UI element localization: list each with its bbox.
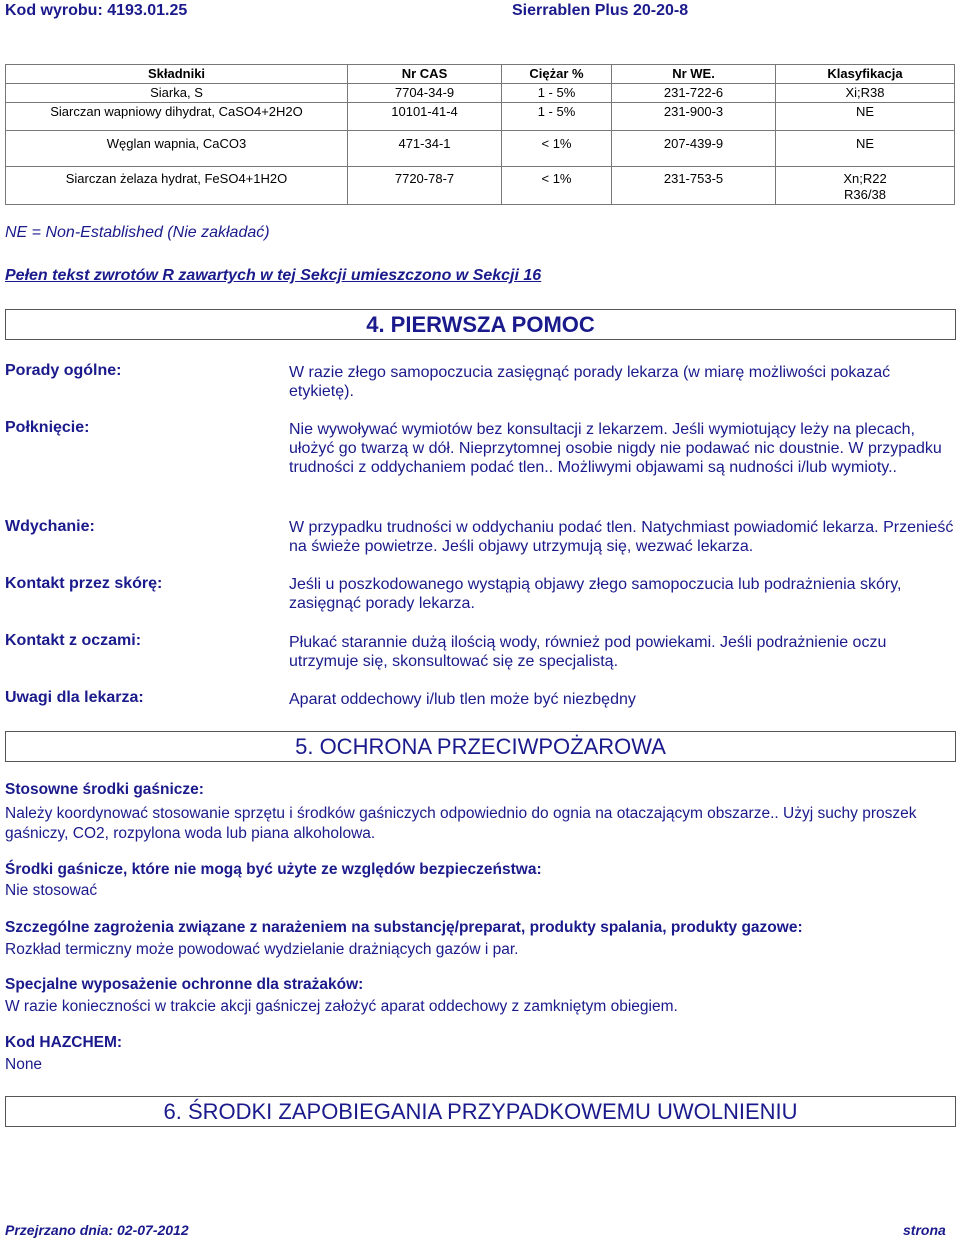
text-protective-equipment: W razie konieczności w trakcie akcji gaśniczej założyć aparat oddechowy z zamkniętym obiegiem.: [5, 998, 678, 1015]
table-cell: NE: [776, 131, 955, 167]
table-cell: NE: [776, 103, 955, 131]
ne-note: NE = Non-Established (Nie zakładać): [5, 224, 270, 241]
column-header: Składniki: [6, 65, 348, 84]
table-cell: 231-722-6: [612, 84, 776, 103]
table-cell: 1 - 5%: [502, 103, 612, 131]
table-cell: 207-439-9: [612, 131, 776, 167]
table-row: [6, 103, 955, 131]
table-cell: 1 - 5%: [502, 84, 612, 103]
table-cell: 10101-41-4: [348, 103, 502, 131]
label-skin-contact: Kontakt przez skórę:: [5, 575, 163, 592]
table-cell: Siarczan wapniowy dihydrat, CaSO4+2H2O: [6, 103, 348, 131]
text-special-hazards: Rozkład termiczny może powodować wydzielanie drażniących gazów i par.: [5, 941, 519, 958]
label-general-advice: Porady ogólne:: [5, 362, 122, 379]
table-cell: 7704-34-9: [348, 84, 502, 103]
table-cell: Siarczan żelaza hydrat, FeSO4+1H2O: [6, 167, 348, 205]
product-name: Sierrablen Plus 20-20-8: [512, 2, 689, 19]
page-label: strona: [903, 1222, 946, 1238]
table-cell: 231-753-5: [612, 167, 776, 205]
table-row: [6, 167, 955, 205]
column-header: Ciężar %: [502, 65, 612, 84]
section-5-title: 5. OCHRONA PRZECIWPOŻAROWA: [5, 731, 956, 762]
column-header: Nr CAS: [348, 65, 502, 84]
table-cell: 231-900-3: [612, 103, 776, 131]
heading-protective-equipment: Specjalne wyposażenie ochronne dla strażaków:: [5, 976, 364, 993]
table-cell: Siarka, S: [6, 84, 348, 103]
heading-special-hazards: Szczególne zagrożenia związane z narażeniem na substancję/preparat, produkty spalania, produkty gazowe:: [5, 919, 803, 936]
r-phrases-note: Pełen tekst zwrotów R zawartych w tej Sekcji umieszczono w Sekcji 16: [5, 267, 542, 284]
text-unsuitable-media: Nie stosować: [5, 882, 98, 899]
table-cell: Xi;R38: [776, 84, 955, 103]
table-cell: 7720-78-7: [348, 167, 502, 205]
table-row: [6, 84, 955, 103]
table-cell: < 1%: [502, 167, 612, 205]
text-skin-contact: Jeśli u poszkodowanego wystąpią objawy złego samopoczucia lub podrażnienia skóry, zasięgnąć porady lekarza.: [289, 576, 902, 612]
column-header: Nr WE.: [612, 65, 776, 84]
composition-table: [5, 64, 955, 205]
table-cell: Węglan wapnia, CaCO3: [6, 131, 348, 167]
heading-hazchem: Kod HAZCHEM:: [5, 1034, 123, 1051]
label-ingestion: Połknięcie:: [5, 419, 90, 436]
section-6-title: 6. ŚRODKI ZAPOBIEGANIA PRZYPADKOWEMU UWOLNIENIU: [5, 1096, 956, 1127]
label-eye-contact: Kontakt z oczami:: [5, 632, 142, 649]
text-general-advice: W razie złego samopoczucia zasięgnąć porady lekarza (w miarę możliwości pokazać etykietę).: [289, 364, 891, 400]
label-inhalation: Wdychanie:: [5, 518, 95, 535]
table-cell: 471-34-1: [348, 131, 502, 167]
text-notes-to-physician: Aparat oddechowy i/lub tlen może być niezbędny: [289, 691, 636, 708]
heading-extinguishing-media: Stosowne środki gaśnicze:: [5, 781, 204, 798]
table-row: [6, 131, 955, 167]
section-4-title: 4. PIERWSZA POMOC: [5, 309, 956, 340]
label-notes-to-physician: Uwagi dla lekarza:: [5, 689, 144, 706]
text-inhalation: W przypadku trudności w oddychaniu podać tlen. Natychmiast powiadomić lekarza. Przenieść na świeże powietrze. Jeśli objawy utrzymują się, wezwać lekarza.: [289, 519, 954, 555]
column-header: Klasyfikacja: [776, 65, 955, 84]
table-cell: Xn;R22 R36/38: [776, 167, 955, 205]
text-ingestion: Nie wywoływać wymiotów bez konsultacji z lekarzem. Jeśli wymiotujący leży na plecach, ułożyć go twarzą w dół. Nieprzytomnej osobie nigdy nie podawać nic doustnie. W przypadku trudności z oddychaniem podać tlen.. Możliwymi objawami są nudności i/lub wymioty..: [289, 421, 942, 476]
text-eye-contact: Płukać starannie dużą ilością wody, również pod powiekami. Jeśli podrażnienie oczu utrzymuje się, skonsultować się ze specjalistą.: [289, 634, 887, 670]
table-cell: < 1%: [502, 131, 612, 167]
heading-unsuitable-media: Środki gaśnicze, które nie mogą być użyte ze względów bezpieczeństwa:: [5, 861, 542, 878]
table-header-row: [6, 65, 955, 84]
revision-date: Przejrzano dnia: 02-07-2012: [5, 1222, 189, 1238]
product-code: Kod wyrobu: 4193.01.25: [5, 2, 188, 19]
text-extinguishing-media: Należy koordynować stosowanie sprzętu i środków gaśniczych odpowiednio do ognia na otaczającym obszarze.. Użyj suchy proszek gaśniczy, CO2, rozpylona woda lub piana alkoholowa.: [5, 805, 917, 842]
text-hazchem: None: [5, 1056, 43, 1073]
